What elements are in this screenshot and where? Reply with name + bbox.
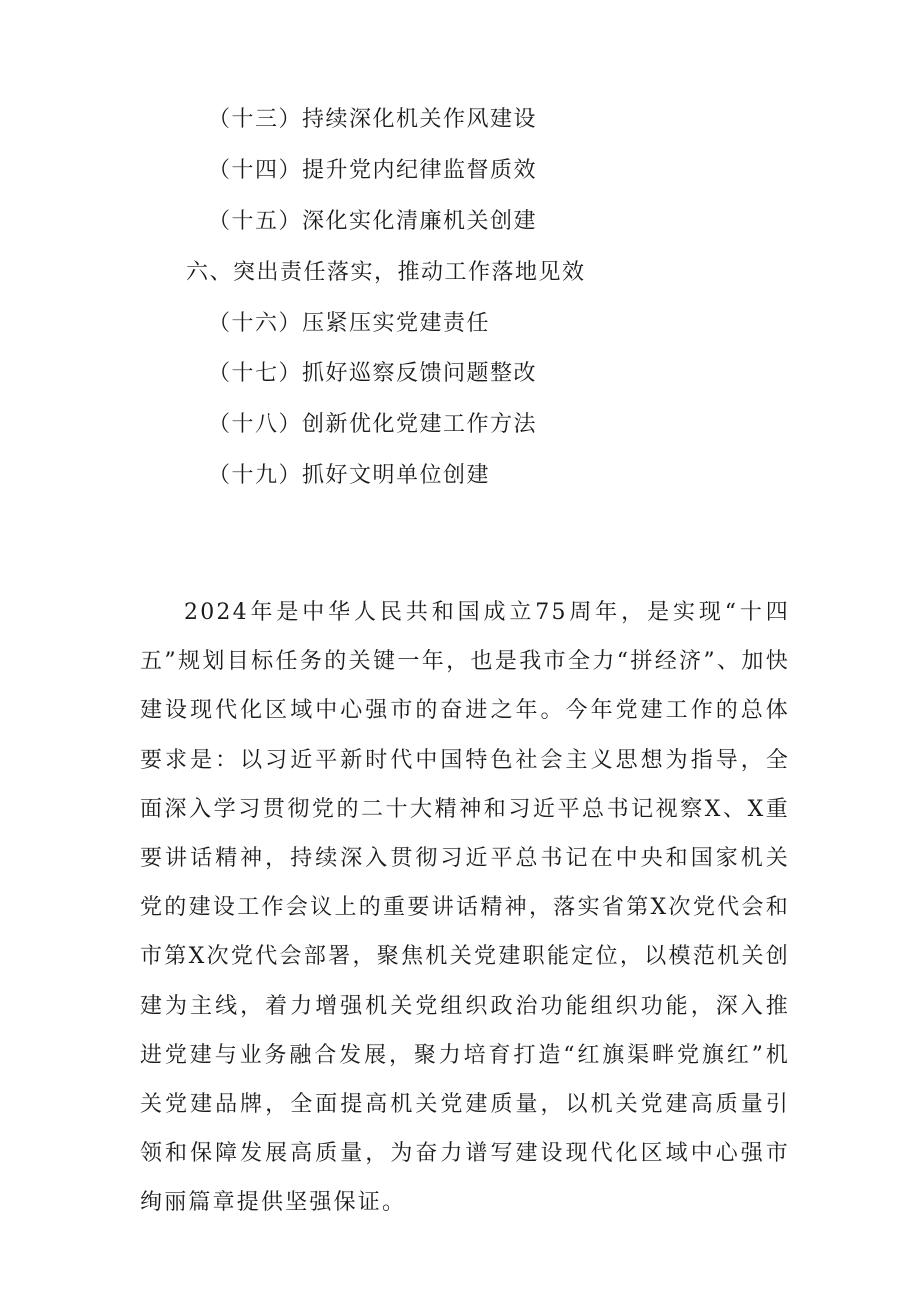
outline-item-14: （十四）提升党内纪律监督质效 bbox=[208, 157, 538, 183]
outline-item-13: （十三）持续深化机关作风建设 bbox=[208, 107, 538, 132]
outline-item-18: （十八）创新优化党建工作方法 bbox=[208, 412, 538, 438]
outline-item-17: （十七）抓好巡察反馈问题整改 bbox=[208, 361, 538, 387]
outline-item-16: （十六）压紧压实党建责任 bbox=[208, 310, 491, 336]
outline-list bbox=[0, 95, 920, 502]
outline-item-15: （十五）深化实化清廉机关创建 bbox=[208, 208, 538, 234]
outline-item-19: （十九）抓好文明单位创建 bbox=[208, 463, 491, 489]
outline-heading-6: 六、突出责任落实，推动工作落地见效 bbox=[186, 259, 586, 285]
body-paragraph: 2024年是中华人民共和国成立75周年，是实现“十四五”规划目标任务的关键一年，也是我市全力“拼经济”、加快建设现代化区域中心强市的奋进之年。今年党建工作的总体要求是：以习近平新时代中国特色社会主义思想为指导，全面深入学习贯彻党的二十大精神和习近平总书记视察X、X重要讲话精神，持续深入贯彻习近平总书记在中央和国家机关党的建设工作会议上的重要讲话精神，落实省第X次党代会和市第X次党代会部署，聚焦机关党建职能定位，以模范机关创建为主线，着力增强机关党组织政治功能组织功能，深入推进党建与业务融合发展，聚力培育打造“红旗渠畔党旗红”机关党建品牌，全面提高机关党建质量，以机关党建高质量引领和保障发展高质量，为奋力谱写建设现代化区域中心强市绚丽篇章提供坚强保证。 bbox=[140, 600, 790, 1216]
